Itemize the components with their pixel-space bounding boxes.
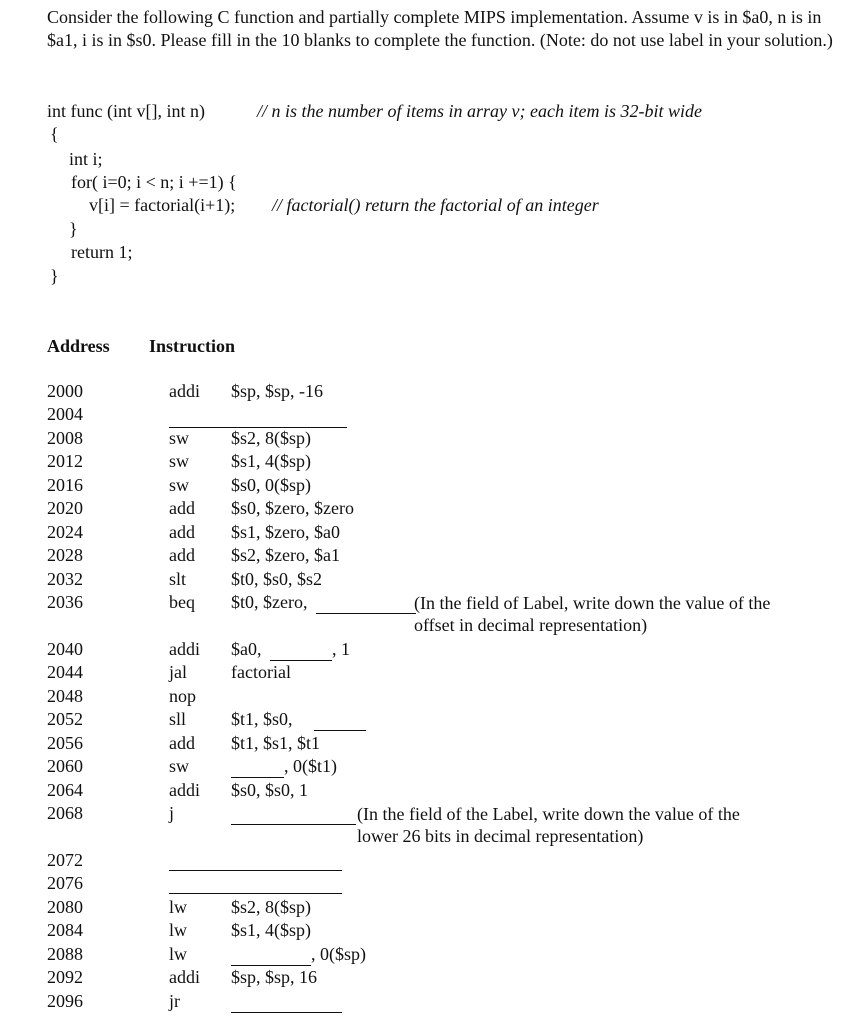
address-cell: 2096 bbox=[47, 991, 83, 1011]
address-cell: 2036 bbox=[47, 592, 83, 612]
c-signature: int func (int v[], int n) bbox=[47, 101, 205, 121]
opcode-cell: slt bbox=[169, 569, 187, 589]
opcode-cell: jr bbox=[169, 991, 180, 1011]
operands-cell: $s1, 4($sp) bbox=[231, 920, 311, 940]
note-text: (In the field of Label, write down the value of the offset in decimal representation) bbox=[414, 593, 771, 635]
address-cell: 2056 bbox=[47, 733, 83, 753]
operands-cell: $sp, $sp, 16 bbox=[231, 967, 318, 987]
blank-line[interactable] bbox=[231, 777, 284, 778]
operands-cell: $sp, $sp, -16 bbox=[231, 381, 324, 401]
operands-cell: $s0, $s0, 1 bbox=[231, 780, 309, 800]
opcode-cell: addi bbox=[169, 780, 200, 800]
blank-line[interactable] bbox=[270, 660, 332, 661]
address-cell: 2072 bbox=[47, 850, 83, 870]
address-cell: 2040 bbox=[47, 639, 83, 659]
c-decl: int i; bbox=[69, 149, 103, 169]
operands-cell: $s1, 4($sp) bbox=[231, 451, 311, 471]
address-cell: 2060 bbox=[47, 756, 83, 776]
address-cell: 2012 bbox=[47, 451, 83, 471]
address-cell: 2032 bbox=[47, 569, 83, 589]
address-cell: 2020 bbox=[47, 498, 83, 518]
c-inner-close: } bbox=[69, 219, 78, 239]
address-cell: 2024 bbox=[47, 522, 83, 542]
problem-intro: Consider the following C function and partially complete MIPS implementation. Assume v is in $a0, n is in $a1, i is in $s0. Please fill in the 10 blanks to complete the function. (Note: do not use label in your solution.) bbox=[47, 7, 833, 50]
header-instruction: Instruction bbox=[149, 336, 236, 356]
note-text: (In the field of the Label, write down the value of the lower 26 bits in decimal representation) bbox=[357, 804, 740, 846]
c-open-brace: { bbox=[50, 124, 59, 144]
address-cell: 2080 bbox=[47, 897, 83, 917]
opcode-cell: addi bbox=[169, 967, 200, 987]
opcode-cell: nop bbox=[169, 686, 196, 706]
operands-cell: $t0, $zero, bbox=[231, 592, 308, 612]
address-cell: 2052 bbox=[47, 709, 83, 729]
opcode-cell: add bbox=[169, 545, 195, 565]
operands-cell: $a0, bbox=[231, 639, 262, 659]
operands-cell: $s2, 8($sp) bbox=[231, 897, 311, 917]
opcode-cell: sw bbox=[169, 451, 190, 471]
address-cell: 2048 bbox=[47, 686, 83, 706]
blank-line[interactable] bbox=[231, 824, 356, 825]
opcode-cell: sw bbox=[169, 756, 190, 776]
header-address: Address bbox=[47, 336, 110, 356]
opcode-cell: add bbox=[169, 498, 195, 518]
c-signature-comment: // n is the number of items in array v; each item is 32-bit wide bbox=[257, 101, 702, 121]
operands-cell: factorial bbox=[231, 662, 291, 682]
address-cell: 2028 bbox=[47, 545, 83, 565]
opcode-cell: jal bbox=[169, 662, 187, 682]
operands-cell: $t1, $s0, bbox=[231, 709, 293, 729]
address-cell: 2088 bbox=[47, 944, 83, 964]
address-cell: 2008 bbox=[47, 428, 83, 448]
operands-cell: $s2, $zero, $a1 bbox=[231, 545, 340, 565]
operands-suffix: , 1 bbox=[332, 639, 350, 659]
opcode-cell: lw bbox=[169, 920, 187, 940]
c-loop: for( i=0; i < n; i +=1) { bbox=[71, 172, 237, 192]
operands-cell: $t1, $s1, $t1 bbox=[231, 733, 321, 753]
opcode-cell: sw bbox=[169, 475, 190, 495]
c-body-comment: // factorial() return the factorial of an integer bbox=[272, 195, 599, 215]
opcode-cell: beq bbox=[169, 592, 195, 612]
address-cell: 2000 bbox=[47, 381, 83, 401]
opcode-cell: add bbox=[169, 733, 195, 753]
address-cell: 2092 bbox=[47, 967, 83, 987]
blank-line[interactable] bbox=[231, 1012, 342, 1013]
operands-suffix: , 0($sp) bbox=[311, 944, 366, 964]
address-cell: 2076 bbox=[47, 873, 83, 893]
operands-cell: $s0, 0($sp) bbox=[231, 475, 311, 495]
blank-line[interactable] bbox=[169, 870, 342, 871]
address-cell: 2004 bbox=[47, 404, 83, 424]
address-cell: 2084 bbox=[47, 920, 83, 940]
c-return: return 1; bbox=[71, 242, 133, 262]
c-body: v[i] = factorial(i+1); bbox=[89, 195, 236, 215]
blank-line[interactable] bbox=[316, 613, 416, 614]
opcode-cell: lw bbox=[169, 897, 187, 917]
opcode-cell: add bbox=[169, 522, 195, 542]
opcode-cell: sll bbox=[169, 709, 187, 729]
operands-cell: $t0, $s0, $s2 bbox=[231, 569, 323, 589]
opcode-cell: addi bbox=[169, 381, 200, 401]
operands-cell: $s1, $zero, $a0 bbox=[231, 522, 340, 542]
note-j-label bbox=[357, 803, 767, 847]
opcode-cell: j bbox=[169, 803, 175, 823]
opcode-cell: lw bbox=[169, 944, 187, 964]
opcode-cell: sw bbox=[169, 428, 190, 448]
address-cell: 2068 bbox=[47, 803, 83, 823]
blank-line[interactable] bbox=[169, 893, 342, 894]
operands-cell: $s0, $zero, $zero bbox=[231, 498, 354, 518]
address-cell: 2016 bbox=[47, 475, 83, 495]
blank-line[interactable] bbox=[314, 730, 366, 731]
address-cell: 2044 bbox=[47, 662, 83, 682]
opcode-cell: addi bbox=[169, 639, 200, 659]
operands-cell: $s2, 8($sp) bbox=[231, 428, 311, 448]
address-cell: 2064 bbox=[47, 780, 83, 800]
c-close-brace: } bbox=[50, 266, 59, 286]
note-beq-offset bbox=[414, 592, 779, 636]
blank-line[interactable] bbox=[231, 965, 311, 966]
operands-suffix: , 0($t1) bbox=[284, 756, 337, 776]
